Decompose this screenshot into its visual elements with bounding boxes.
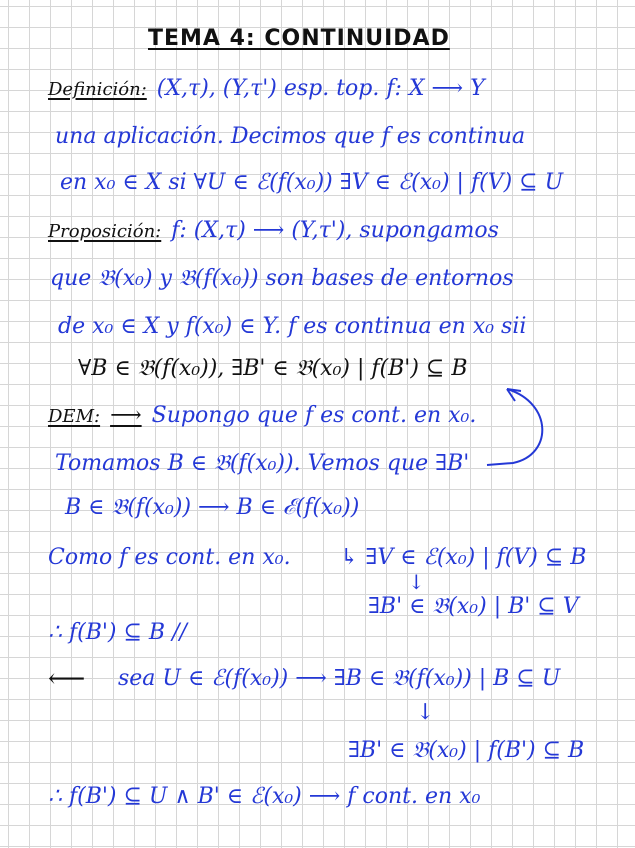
backward-arrow-icon: ⟵ — [48, 664, 86, 694]
proposition-line-2: que 𝔅(x₀) y 𝔅(f(x₀)) son bases de entornos — [50, 266, 514, 291]
page-title: TEMA 4: CONTINUIDAD — [148, 26, 450, 51]
proof-forward-conclusion: ∴ f(B') ⊆ B // — [48, 620, 187, 645]
definition-text-1: (X,τ), (Y,τ') esp. top. f: X ⟶ Y — [156, 76, 485, 101]
proof-forward-line-1 — [48, 405, 476, 427]
proposition-line-4: ∀B ∈ 𝔅(f(x₀)), ∃B' ∈ 𝔅(x₀) | f(B') ⊆ B — [78, 356, 468, 381]
proposition-text-1: f: (X,τ) ⟶ (Y,τ'), supongamos — [171, 218, 499, 243]
proof-label: DEM: — [48, 406, 101, 427]
proof-backward-conclusion: ∴ f(B') ⊆ U ∧ B' ∈ ℰ(x₀) ⟶ f cont. en x₀ — [48, 784, 481, 809]
definition-line-3: en x₀ ∈ X si ∀U ∈ ℰ(f(x₀)) ∃V ∈ ℰ(x₀) | f(V) ⊆ U — [60, 170, 564, 195]
down-arrow-icon: ↓ — [408, 570, 425, 594]
proof-backward-line-2: ∃B' ∈ 𝔅(x₀) | f(B') ⊆ B — [348, 738, 585, 763]
proposition-line-1 — [48, 220, 499, 242]
curved-arrow-icon — [485, 385, 555, 470]
proposition-label: Proposición: — [48, 221, 162, 242]
proposition-line-3: de x₀ ∈ X y f(x₀) ∈ Y. f es continua en x₀ sii — [58, 314, 527, 339]
definition-line-1 — [48, 78, 485, 100]
proof-forward-line-4b: ↳ ∃V ∈ ℰ(x₀) | f(V) ⊆ B — [340, 545, 587, 570]
down-arrow-icon-2: ↓ — [416, 700, 435, 725]
proof-backward-line-1: sea U ∈ ℰ(f(x₀)) ⟶ ∃B ∈ 𝔅(f(x₀)) | B ⊆ U — [118, 666, 561, 691]
proof-forward-line-5: ∃B' ∈ 𝔅(x₀) | B' ⊆ V — [368, 594, 579, 619]
proof-forward-text-1: Supongo que f es cont. en x₀. — [151, 403, 477, 428]
definition-label: Definición: — [48, 79, 147, 100]
proof-forward-line-3: B ∈ 𝔅(f(x₀)) ⟶ B ∈ ℰ(f(x₀)) — [65, 495, 360, 520]
proof-forward-line-2: Tomamos B ∈ 𝔅(f(x₀)). Vemos que ∃B' — [55, 451, 470, 476]
proof-forward-line-4a: Como f es cont. en x₀. — [48, 545, 291, 570]
definition-line-2: una aplicación. Decimos que f es continua — [55, 124, 526, 149]
forward-arrow-icon: ⟶ — [110, 403, 142, 428]
